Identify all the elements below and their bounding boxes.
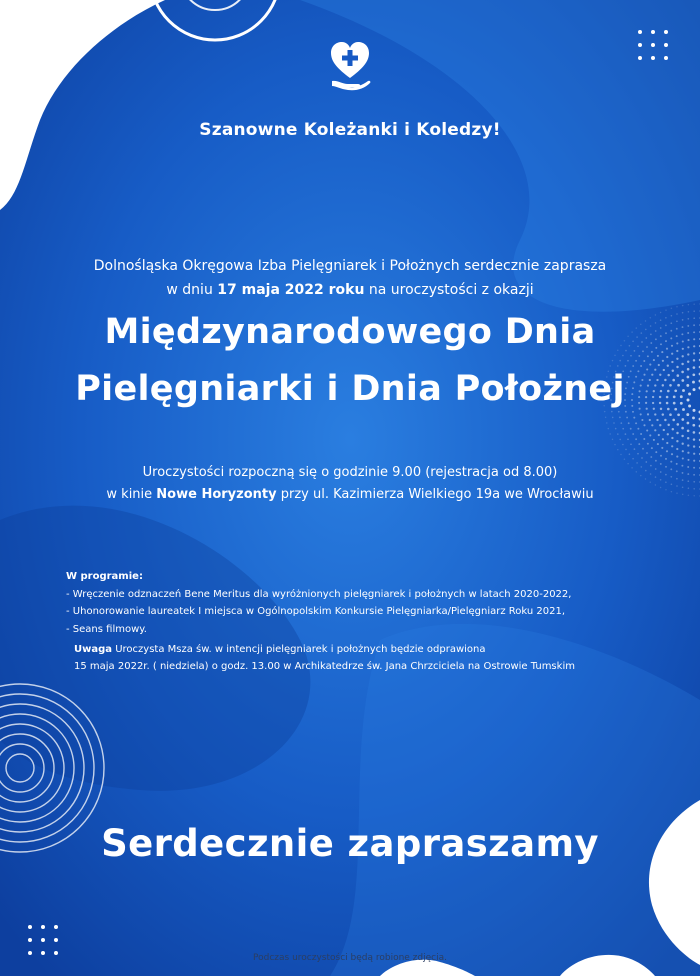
closing-heading: Serdecznie zapraszamy — [101, 822, 599, 865]
note-line-2: 15 maja 2022r. ( niedziela) o godz. 13.00 w Archikatedrze św. Jana Chrzciciela na Ostrowie Tumskim — [74, 661, 575, 672]
intro-line-1: Dolnośląska Okręgowa Izba Pielęgniarek i Położnych serdecznie zaprasza — [93, 258, 607, 274]
intro-prefix: w dniu — [166, 282, 218, 298]
details-suffix: przy ul. Kazimierza Wielkiego 19a we Wrocławiu — [276, 487, 594, 502]
venue-name: Nowe Horyzonty — [156, 487, 277, 502]
event-details — [0, 462, 700, 506]
photo-notice: Podczas uroczystości będą robione zdjęcia. — [253, 953, 447, 963]
mass-note — [74, 641, 674, 675]
program-heading: W programie: — [66, 571, 143, 582]
details-prefix: w kinie — [106, 487, 157, 502]
intro-text — [0, 254, 700, 302]
event-title — [0, 304, 700, 418]
greeting-heading: Szanowne Koleżanki i Koledzy! — [199, 120, 501, 140]
note-label: Uwaga — [74, 644, 113, 655]
program-item: - Seans filmowy. — [66, 623, 147, 635]
event-title-line-2: Pielęgniarki i Dnia Położnej — [75, 369, 625, 409]
program-item: - Wręczenie odznaczeń Bene Meritus dla wyróżnionych pielęgniarek i położnych w latach 2020-2022, — [66, 588, 572, 600]
program-item: - Uhonorowanie laureatek I miejsca w Ogólnopolskim Konkursie Pielęgniarka/Pielęgniarz Roku 2021, — [66, 606, 566, 617]
details-line-1: Uroczystości rozpoczną się o godzinie 9.00 (rejestracja od 8.00) — [142, 465, 558, 480]
details-line-2 — [0, 484, 700, 506]
dot-grid-top-right — [638, 30, 670, 62]
note-text: Uroczysta Msza św. w intencji pielęgniarek i położnych będzie odprawiona — [112, 644, 486, 655]
note-line-1 — [74, 641, 674, 658]
heart-cross-hand-icon — [328, 40, 372, 92]
program-section — [66, 568, 666, 638]
event-date: 17 maja 2022 roku — [217, 282, 365, 298]
event-title-line-1: Międzynarodowego Dnia — [104, 312, 596, 352]
intro-line-2 — [0, 278, 700, 302]
intro-suffix: na uroczystości z okazji — [364, 282, 534, 298]
